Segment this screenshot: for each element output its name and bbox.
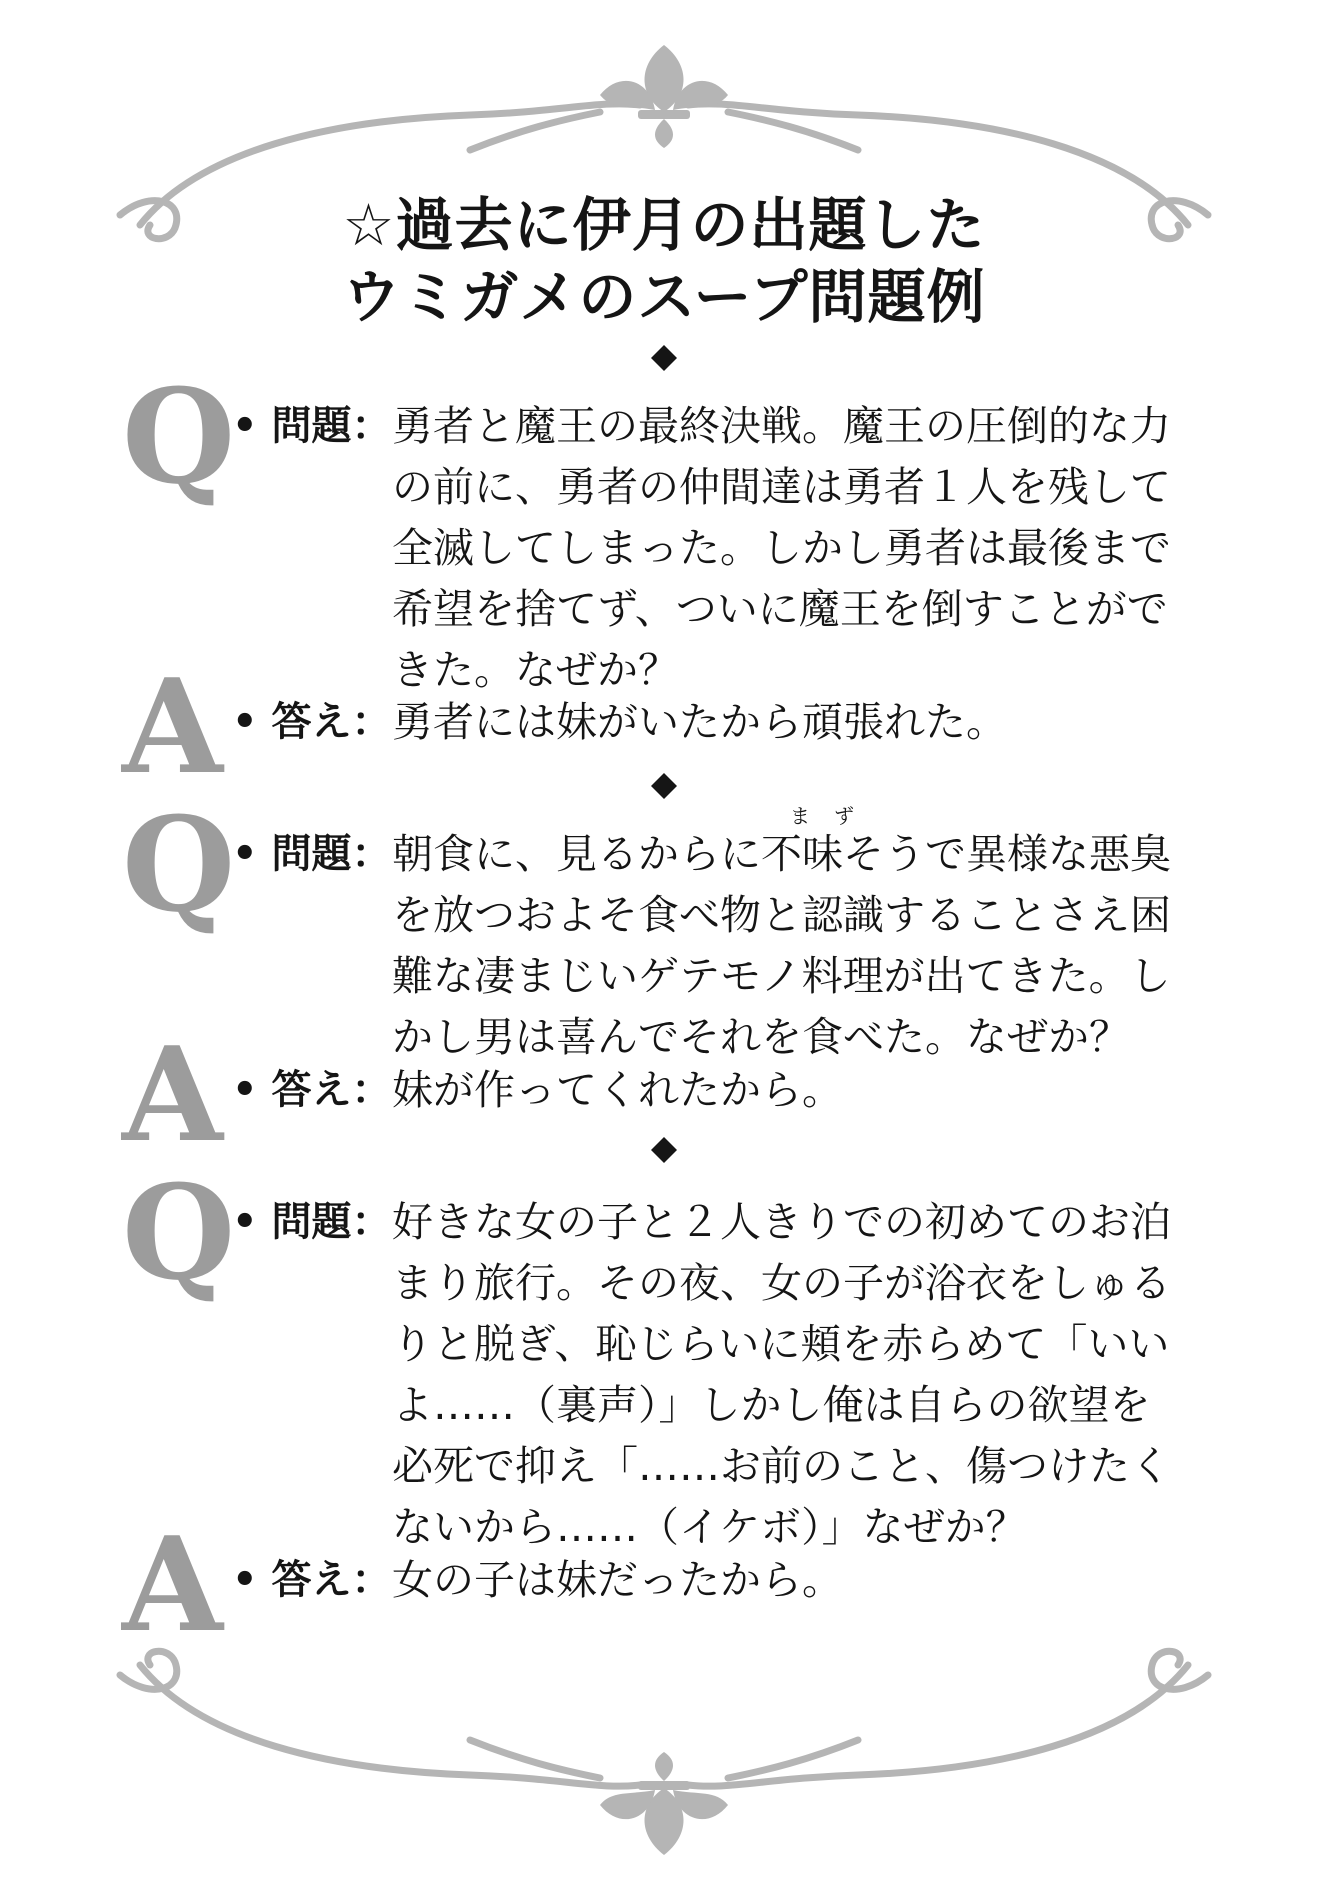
question-text <box>392 396 1204 701</box>
answer-line: 勇者には妹がいたから頑張れた。 <box>392 698 1007 746</box>
page-title-line1: ☆過去に伊月の出題した <box>342 191 986 259</box>
question-line: ないから……（イケボ）」なぜか？ <box>392 1503 1027 1551</box>
question-line: りと脱ぎ、恥じらいに頬を赤らめて「いい <box>392 1320 1170 1368</box>
question-line: まり旅行。その夜、女の子が浴衣をしゅる <box>392 1259 1171 1307</box>
q-marker: Q <box>122 1156 236 1309</box>
question-label: • 問題： <box>232 831 392 877</box>
answer-text <box>392 692 1204 753</box>
question-line: かし男は喜んでそれを食べた。なぜか？ <box>392 1013 1130 1061</box>
a-marker: A <box>122 1018 223 1171</box>
q-marker: Q <box>122 788 236 941</box>
question-line: 必死で抑え「……お前のこと、傷つけたく <box>392 1442 1171 1490</box>
question-line: を放つおよそ食べ物と認識することさえ困 <box>392 891 1171 939</box>
question-line: 勇者と魔王の最終決戦。魔王の圧倒的な力 <box>392 402 1171 450</box>
diamond-separator <box>650 772 678 800</box>
page-title-line2: ウミガメのスープ問題例 <box>342 263 986 331</box>
a-marker: A <box>122 1508 223 1661</box>
question-text <box>392 1192 1204 1558</box>
a-marker: A <box>122 650 223 803</box>
answer-label: • 答え： <box>232 1067 392 1113</box>
ruby-reading: ず <box>834 804 854 828</box>
question-text <box>392 824 1204 1068</box>
diamond-separator <box>650 344 678 372</box>
question-line: よ……（裏声）」しかし俺は自らの欲望を <box>392 1381 1151 1429</box>
answer-text <box>392 1550 1204 1611</box>
diamond-separator <box>650 1136 678 1164</box>
question-line: 朝食に、見るからに不味そうで異様な悪臭 <box>392 830 1171 878</box>
answer-text <box>392 1060 1204 1121</box>
answer-label: • 答え： <box>232 1557 392 1603</box>
question-line: 好きな女の子と２人きりでの初めてのお泊 <box>392 1198 1171 1246</box>
question-line: 全滅してしまった。しかし勇者は最後まで <box>392 524 1171 572</box>
answer-line: 妹が作ってくれたから。 <box>392 1066 843 1114</box>
question-line: 難な凄まじいゲテモノ料理が出てきた。し <box>392 952 1171 1000</box>
q-marker: Q <box>122 360 236 513</box>
answer-line: 女の子は妹だったから。 <box>392 1556 843 1604</box>
question-label: • 問題： <box>232 403 392 449</box>
answer-label: • 答え： <box>232 699 392 745</box>
question-line: きた。なぜか？ <box>392 646 679 694</box>
ruby-reading: ま <box>790 804 810 828</box>
question-line: 希望を捨てず、ついに魔王を倒すことがで <box>392 585 1168 633</box>
question-line: の前に、勇者の仲間達は勇者１人を残して <box>392 463 1171 511</box>
question-label: • 問題： <box>232 1199 392 1245</box>
